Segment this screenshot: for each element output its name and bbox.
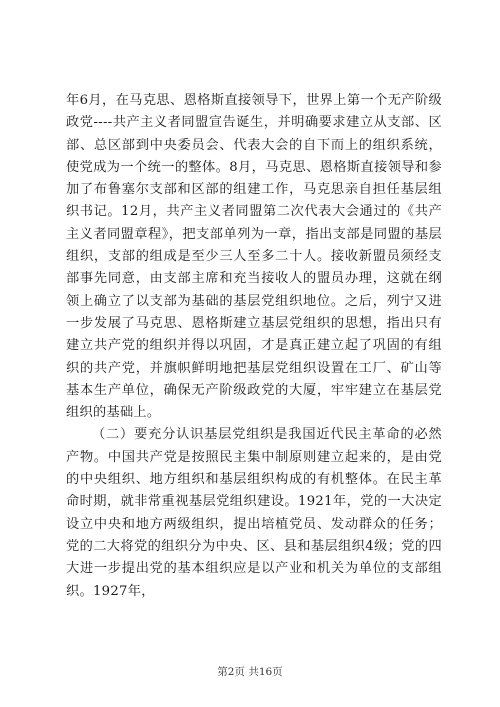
page-number-footer: 第2页 共16页 [217,666,283,678]
document-body [66,90,442,603]
paragraph-1: 年6月，在马克思、恩格斯直接领导下，世界上第一个无产阶级政党----共产主义者同盟宣告诞生，并明确要求建立从支部、区部、总区部到中央委员会、代表大会的自下而上的组织系统，使党成为一个统一的整体。8月，马克思、恩格斯直接领导和参加了布鲁塞尔支部和区部的组建工作，马克思亲自担任基层组织书记。12月，共产主义者同盟第二次代表大会通过的《共产主义者同盟章程》，把支部单列为一章，指出支部是同盟的基层组织，支部的组成是至少三人至多二十人。接收新盟员须经支部事先同意，由支部主席和充当接收人的盟员办理，这就在纲领上确立了以支部为基础的基层党组织地位。之后，列宁又进一步发展了马克思、恩格斯建立基层党组织的思想，指出只有建立共产党的组织并得以巩固，才是真正建立起了巩固的有组织的共产党，并旗帜鲜明地把基层党组织设置在工厂、矿山等基本生产单位，确保无产阶级政党的大厦，牢牢建立在基层党组织的基础上。 [66,93,442,421]
paragraph-2: （二）要充分认识基层党组织是我国近代民主革命的必然产物。中国共产党是按照民主集中制原则建立起来的，是由党的中央组织、地方组织和基层组织构成的有机整体。在民主革命时期，就非常重视基层党组织建设。1921年，党的一大决定设立中央和地方两级组织，提出培植党员、发动群众的任务；党的二大将党的组织分为中央、区、县和基层组织4级；党的四大进一步提出党的基本组织应是以产业和机关为单位的支部组织。1927年， [66,427,442,599]
